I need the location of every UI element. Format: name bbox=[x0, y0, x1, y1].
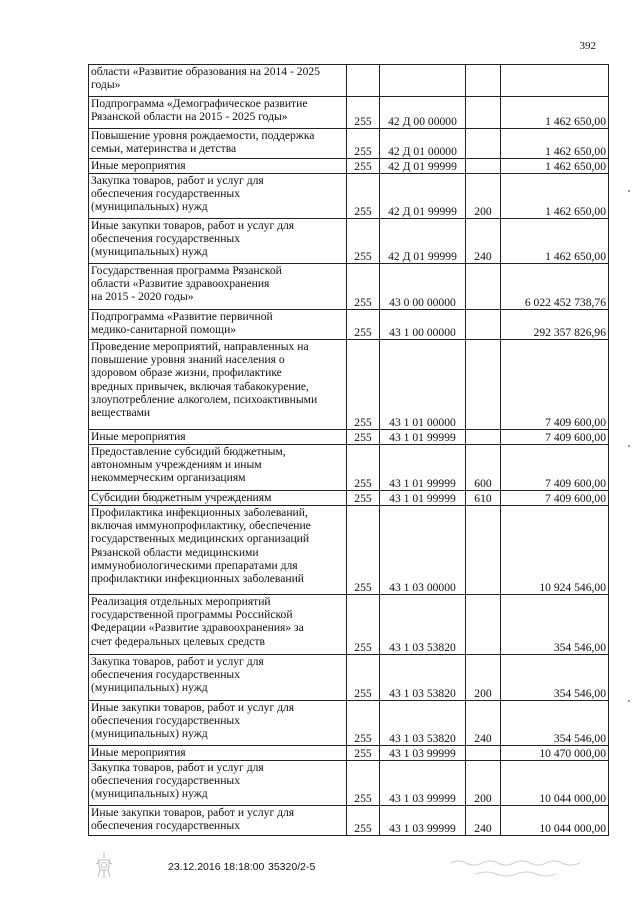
row-name: Реализация отдельных мероприятий государственной программы Российской Федерации «Развитие здравоохранения» за счет федеральных целевых средств bbox=[91, 595, 304, 648]
row-vr bbox=[466, 264, 501, 310]
table-row bbox=[89, 701, 609, 746]
stamp-scribble-icon bbox=[446, 856, 586, 880]
table-row bbox=[89, 761, 609, 806]
table-row bbox=[89, 97, 609, 129]
row-amount: 1 462 650,00 bbox=[501, 159, 609, 174]
row-csr: 43 1 01 99999 bbox=[380, 430, 466, 445]
table-row bbox=[89, 65, 609, 97]
row-name-cell bbox=[89, 595, 347, 655]
row-name-cell bbox=[89, 219, 347, 264]
table-row bbox=[89, 806, 609, 836]
row-name: области «Развитие образования на 2014 - 2025 годы» bbox=[91, 65, 320, 92]
footer-doc-number: 35320/2-5 bbox=[268, 861, 316, 873]
row-amount: 354 546,00 bbox=[501, 655, 609, 701]
row-amount: 7 409 600,00 bbox=[501, 430, 609, 445]
table-row bbox=[89, 340, 609, 430]
row-amount: 1 462 650,00 bbox=[501, 219, 609, 264]
row-name-cell bbox=[89, 97, 347, 129]
row-amount bbox=[501, 65, 609, 97]
table-row bbox=[89, 746, 609, 761]
row-csr: 43 1 03 00000 bbox=[380, 506, 466, 595]
row-name: Повышение уровня рождаемости, поддержка семьи, материнства и детства bbox=[91, 129, 315, 156]
row-name: Иные закупки товаров, работ и услуг для обеспечения государственных (муниципальных) нужд bbox=[91, 701, 295, 741]
table-row bbox=[89, 219, 609, 264]
row-name: Иные мероприятия bbox=[91, 746, 186, 759]
row-csr bbox=[380, 65, 466, 97]
registration-stamp-watermark bbox=[446, 856, 586, 883]
table-row bbox=[89, 310, 609, 340]
row-name-cell bbox=[89, 340, 347, 430]
table-row bbox=[89, 445, 609, 491]
row-vr bbox=[466, 310, 501, 340]
row-ved: 255 bbox=[347, 445, 380, 491]
row-csr: 42 Д 01 99999 bbox=[380, 174, 466, 219]
row-name-cell bbox=[89, 746, 347, 761]
row-ved: 255 bbox=[347, 264, 380, 310]
footer-date: 23.12.2016 18:18:00 bbox=[168, 861, 265, 873]
row-name: Профилактика инфекционных заболеваний, включая иммунопрофилактику, обеспечение государственных медицинских организаций Рязанской области медицинскими иммунобиологическими препаратами для профилактики инфекционных заболеваний bbox=[91, 506, 311, 586]
row-csr: 43 1 00 00000 bbox=[380, 310, 466, 340]
row-csr: 43 1 03 53820 bbox=[380, 655, 466, 701]
row-name-cell bbox=[89, 701, 347, 746]
row-name-cell bbox=[89, 491, 347, 506]
row-ved: 255 bbox=[347, 761, 380, 806]
row-name-cell bbox=[89, 264, 347, 310]
row-vr: 200 bbox=[466, 655, 501, 701]
row-amount: 7 409 600,00 bbox=[501, 491, 609, 506]
row-name-cell bbox=[89, 159, 347, 174]
row-name-cell bbox=[89, 806, 347, 836]
row-name-cell bbox=[89, 761, 347, 806]
row-vr bbox=[466, 506, 501, 595]
row-csr: 42 Д 01 00000 bbox=[380, 129, 466, 159]
row-csr: 43 1 01 99999 bbox=[380, 445, 466, 491]
row-amount: 10 470 000,00 bbox=[501, 746, 609, 761]
row-name: Подпрограмма «Демографическое развитие Рязанской области на 2015 - 2025 годы» bbox=[91, 97, 308, 124]
row-vr: 600 bbox=[466, 445, 501, 491]
row-vr: 240 bbox=[466, 219, 501, 264]
row-csr: 42 Д 01 99999 bbox=[380, 159, 466, 174]
row-ved: 255 bbox=[347, 806, 380, 836]
row-ved: 255 bbox=[347, 506, 380, 595]
row-vr bbox=[466, 340, 501, 430]
row-name: Иные закупки товаров, работ и услуг для обеспечения государственных bbox=[91, 806, 295, 833]
row-amount: 354 546,00 bbox=[501, 701, 609, 746]
row-name-cell bbox=[89, 655, 347, 701]
row-name-cell bbox=[89, 65, 347, 97]
row-vr bbox=[466, 430, 501, 445]
row-csr: 43 1 01 00000 bbox=[380, 340, 466, 430]
row-ved: 255 bbox=[347, 159, 380, 174]
row-name-cell bbox=[89, 174, 347, 219]
row-name: Проведение мероприятий, направленных на повышение уровня знаний населения о здоровом образе жизни, профилактике вредных привычек, включая табакокурение, злоупотребление алкоголем, психоактивными веществами bbox=[91, 340, 318, 420]
row-name: Иные закупки товаров, работ и услуг для обеспечения государственных (муниципальных) нужд bbox=[91, 219, 295, 259]
row-ved: 255 bbox=[347, 430, 380, 445]
row-csr: 43 0 00 00000 bbox=[380, 264, 466, 310]
row-vr bbox=[466, 97, 501, 129]
table-row bbox=[89, 655, 609, 701]
row-name: Иные мероприятия bbox=[91, 430, 186, 443]
row-ved: 255 bbox=[347, 491, 380, 506]
row-vr: 200 bbox=[466, 174, 501, 219]
row-csr: 42 Д 01 99999 bbox=[380, 219, 466, 264]
row-ved: 255 bbox=[347, 219, 380, 264]
table-row bbox=[89, 159, 609, 174]
row-amount: 354 546,00 bbox=[501, 595, 609, 655]
row-amount: 10 924 546,00 bbox=[501, 506, 609, 595]
row-vr bbox=[466, 746, 501, 761]
row-ved: 255 bbox=[347, 655, 380, 701]
scan-speck bbox=[628, 190, 630, 192]
row-ved: 255 bbox=[347, 174, 380, 219]
row-vr bbox=[466, 595, 501, 655]
row-name: Закупка товаров, работ и услуг для обеспечения государственных (муниципальных) нужд bbox=[91, 655, 264, 695]
row-amount: 7 409 600,00 bbox=[501, 445, 609, 491]
row-csr: 43 1 01 99999 bbox=[380, 491, 466, 506]
row-vr bbox=[466, 159, 501, 174]
table-row bbox=[89, 506, 609, 595]
row-amount: 1 462 650,00 bbox=[501, 174, 609, 219]
page-number: 392 bbox=[579, 40, 596, 52]
row-vr: 610 bbox=[466, 491, 501, 506]
row-vr: 200 bbox=[466, 761, 501, 806]
row-name: Закупка товаров, работ и услуг для обеспечения государственных (муниципальных) нужд bbox=[91, 761, 264, 801]
row-vr: 240 bbox=[466, 701, 501, 746]
table-row bbox=[89, 595, 609, 655]
row-ved: 255 bbox=[347, 129, 380, 159]
row-amount: 10 044 000,00 bbox=[501, 761, 609, 806]
table-row bbox=[89, 129, 609, 159]
row-amount: 292 357 826,96 bbox=[501, 310, 609, 340]
row-name: Государственная программа Рязанской области «Развитие здравоохранения на 2015 - 2020 годы» bbox=[91, 264, 282, 304]
row-name-cell bbox=[89, 445, 347, 491]
row-name: Иные мероприятия bbox=[91, 159, 186, 172]
row-csr: 43 1 03 99999 bbox=[380, 761, 466, 806]
budget-table-body bbox=[89, 65, 609, 836]
emblem-icon bbox=[92, 850, 116, 880]
scan-speck bbox=[628, 700, 630, 702]
row-name-cell bbox=[89, 430, 347, 445]
row-name-cell bbox=[89, 310, 347, 340]
row-ved bbox=[347, 65, 380, 97]
budget-table bbox=[88, 64, 609, 836]
row-vr bbox=[466, 129, 501, 159]
row-csr: 43 1 03 53820 bbox=[380, 701, 466, 746]
row-name: Подпрограмма «Развитие первичной медико-санитарной помощи» bbox=[91, 310, 273, 337]
table-row bbox=[89, 430, 609, 445]
row-amount: 6 022 452 738,76 bbox=[501, 264, 609, 310]
row-csr: 42 Д 00 00000 bbox=[380, 97, 466, 129]
table-row bbox=[89, 174, 609, 219]
row-amount: 7 409 600,00 bbox=[501, 340, 609, 430]
row-name-cell bbox=[89, 129, 347, 159]
row-name: Закупка товаров, работ и услуг для обеспечения государственных (муниципальных) нужд bbox=[91, 174, 264, 214]
row-vr bbox=[466, 65, 501, 97]
row-name: Предоставление субсидий бюджетным, автономным учреждениям и иным некоммерческим организациям bbox=[91, 445, 286, 485]
table-row bbox=[89, 264, 609, 310]
row-csr: 43 1 03 53820 bbox=[380, 595, 466, 655]
row-ved: 255 bbox=[347, 310, 380, 340]
row-amount: 1 462 650,00 bbox=[501, 129, 609, 159]
row-ved: 255 bbox=[347, 595, 380, 655]
row-ved: 255 bbox=[347, 340, 380, 430]
scan-speck bbox=[628, 445, 630, 447]
row-amount: 10 044 000,00 bbox=[501, 806, 609, 836]
row-vr: 240 bbox=[466, 806, 501, 836]
table-row bbox=[89, 491, 609, 506]
row-csr: 43 1 03 99999 bbox=[380, 806, 466, 836]
row-ved: 255 bbox=[347, 701, 380, 746]
row-ved: 255 bbox=[347, 97, 380, 129]
row-name: Субсидии бюджетным учреждениям bbox=[91, 491, 272, 504]
row-csr: 43 1 03 99999 bbox=[380, 746, 466, 761]
row-name-cell bbox=[89, 506, 347, 595]
row-ved: 255 bbox=[347, 746, 380, 761]
row-amount: 1 462 650,00 bbox=[501, 97, 609, 129]
